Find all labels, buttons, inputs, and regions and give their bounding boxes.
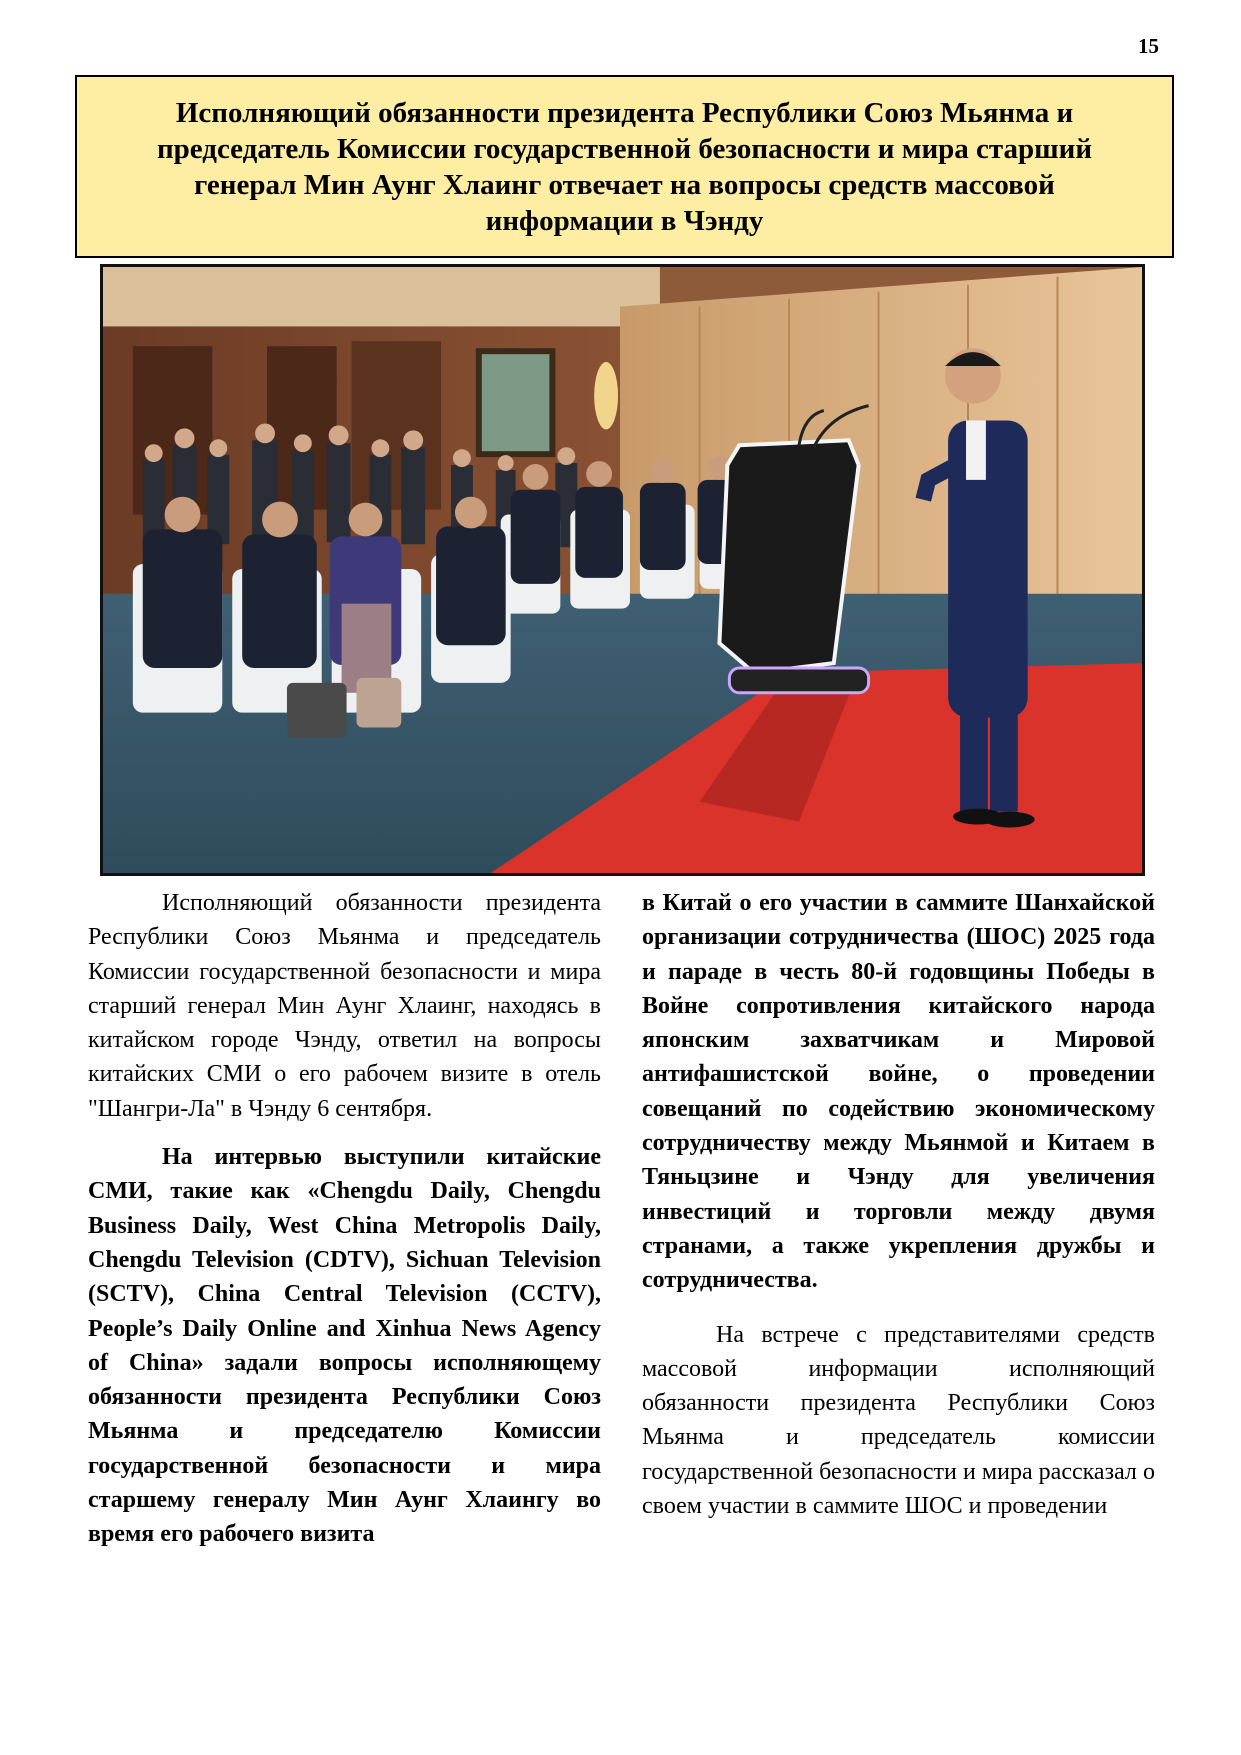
headline: Исполняющий обязанности президента Республики Союз Мьянма и председатель Комиссии государственной безопасности и мира старший генерал Мин Аунг Хлаинг отвечает на вопросы средств массовой информации в Чэнду <box>156 96 1093 237</box>
page-number: 15 <box>1138 34 1159 58</box>
article-column-right <box>642 886 1155 1656</box>
paragraph: На интервью выступили китайские СМИ, такие как «Chengdu Daily, Chengdu Business Daily, West China Metropolis Daily, Chengdu Television (CDTV), Sichuan Television (SCTV), China Central Television (CCTV), People’s Daily Online and Xinhua News Agency of China» задали вопросы исполняющему обязанности президента Республики Союз Мьянма и председателю Комиссии государственной безопасности и мира старшему генералу Мин Аунг Хлаингу во время его рабочего визита <box>88 1144 601 1548</box>
paragraph: На встрече с представителями средств массовой информации исполняющий обязанности президента Республики Союз Мьянма и председатель комиссии государственной безопасности и мира рассказал о своем участии в саммите ШОС и проведении <box>642 1321 1155 1520</box>
article-column-left <box>88 886 601 1656</box>
press-conference-photo <box>100 264 1145 876</box>
headline-box <box>75 75 1174 258</box>
paragraph: Исполняющий обязанности президента Республики Союз Мьянма и председатель Комиссии государственной безопасности и мира старший генерал Мин Аунг Хлаинг, находясь в китайском городе Чэнду, ответил на вопросы китайских СМИ о его рабочем визите в отель "Шангри-Ла" в Чэнду 6 сентября. <box>88 890 601 1122</box>
paragraph: в Китай о его участии в саммите Шанхайской организации сотрудничества (ШОС) 2025 года и параде в честь 80-й годовщины Победы в Войне сопротивления китайского народа японским захватчикам и Мировой антифашистской войне, о проведении совещаний по содействию экономическому сотрудничеству между Мьянмой и Китаем в Тяньцзине и Чэнду для увеличения инвестиций и торговли между двумя странами, а также укрепления дружбы и сотрудничества. <box>642 890 1155 1294</box>
